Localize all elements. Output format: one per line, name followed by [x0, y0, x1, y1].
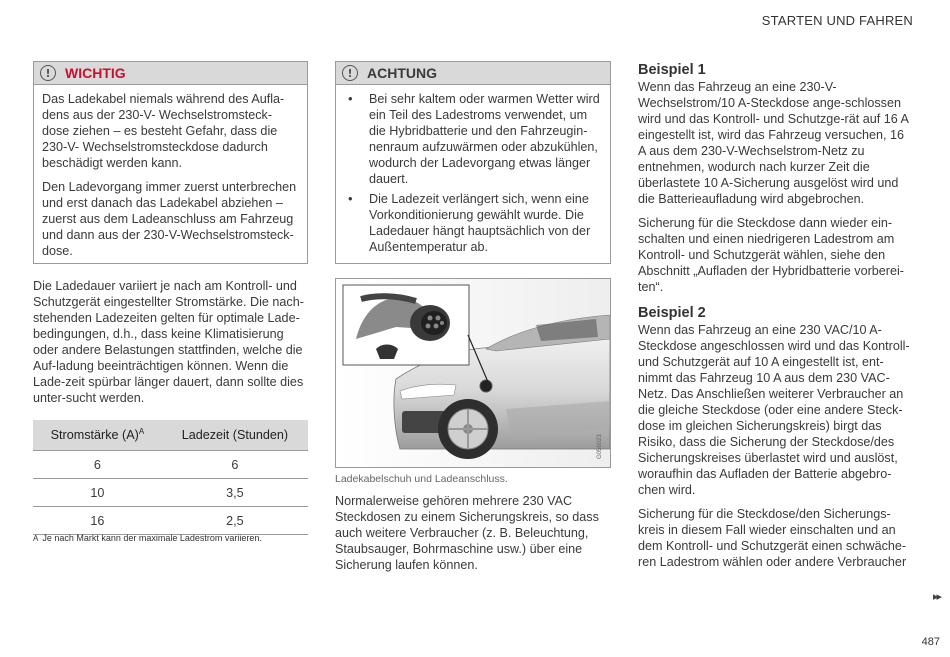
warning-body: [34, 85, 307, 265]
table-cell: 2,5: [162, 507, 308, 535]
caution-title: ACHTUNG: [367, 65, 437, 81]
example2-heading: Beispiel 2: [638, 305, 706, 321]
section-header: STARTEN UND FAHREN: [761, 13, 913, 28]
table-row: [33, 479, 308, 507]
example1-paragraph: Wenn das Fahrzeug an eine 230-V-Wechselstrom/10 A-Steckdose ange-schlossen wird und das Kontroll- und Schutzge-rät auf 16 A eingestellt ist, wird das Fahrzeug versuchen, 16 A aus dem 230-V-Wechselstrom-Netz zu entnehmen, wodurch nach kurzer Zeit die überlastete 10 A-Sicherung ausgelöst wird und die Batterieaufladung wird abgebrochen.: [638, 80, 909, 206]
charging-connector-figure: [335, 278, 611, 468]
example1-heading: Beispiel 1: [638, 62, 706, 78]
example2-paragraph: Wenn das Fahrzeug an eine 230 VAC/10 A-Steckdose angeschlossen wird und das Kontroll- und Schutzgerät auf 10 A eingestellt ist, ent-nimmt das Fahrzeug 10 A aus dem 230 VAC-Netz. Das Anschließen weiterer Verbraucher an die gleiche Steckdose (oder eine andere Steck-dose im gleichen Sicherungskreis) birgt das Risiko, dass die Sicherung der Steckdose/des Sicherungskreises überlastet wird und auslöst, woraufhin das Aufladen der Batterie abgebro-chen wird.: [638, 323, 910, 497]
intro-paragraph: Die Ladedauer variiert je nach am Kontroll- und Schutzgerät eingestellter Stromstärke. Die nach-stehenden Ladezeiten gelten für optimale Lade-bedingungen, d.h., dass keine Klimatisierung oder andere Belastungen stattfinden, welche die Auf-ladung beeinträchtigen können. Wenn die Lade-zeit spürbar länger dauert, dann sollte dies unter-sucht werden.: [33, 279, 304, 405]
table-cell: 3,5: [162, 479, 308, 507]
warning-callout-header: [34, 62, 307, 85]
table-cell: 16: [33, 507, 162, 535]
table-header-row: [33, 420, 308, 451]
table-header-current: [33, 420, 162, 451]
connector-inset: [343, 285, 469, 365]
charging-time-table: [33, 420, 308, 535]
continue-arrows-icon: ▸▸: [932, 591, 940, 603]
table-row: [33, 451, 308, 479]
table-header-duration: Ladezeit (Stunden): [162, 420, 308, 451]
table-row: [33, 507, 308, 535]
caution-body: [336, 85, 610, 265]
caution-bullet: • Bei sehr kaltem oder warmen Wetter wird ein Teil des Ladestroms verwendet, um die Hybridbatterie und den Fahrzeugin-nenraum aufzuwärmen oder abzukühlen, wodurch der Ladevorgang etwas länger dauert.: [344, 91, 602, 187]
footnote-text: Je nach Markt kann der maximale Ladestrom variieren.: [42, 533, 262, 543]
table-footnote: [33, 533, 262, 543]
example2-section: [638, 304, 914, 570]
example2-paragraph: Sicherung für die Steckdose/den Sicherungs-kreis in diesem Fall wieder einschalten und an dem Kontroll- und Schutzgerät einen schwäche-ren Ladestrom wählen oder andere Verbraucher: [638, 507, 907, 569]
exclamation-circle-icon: !: [40, 65, 56, 81]
caution-callout: [335, 61, 611, 264]
warning-title: WICHTIG: [65, 65, 126, 81]
page-number: 487: [921, 636, 940, 648]
table-cell: 10: [33, 479, 162, 507]
warning-paragraph: Den Ladevorgang immer zuerst unterbrechen und erst danach das Ladekabel abziehen – zuerst aus dem Ladeanschluss am Fahrzeug und dann aus der 230-V-Wechselstromsteck-dose.: [42, 180, 297, 258]
car-charging-illustration: [336, 279, 610, 467]
caution-bullet: • Die Ladezeit verlängert sich, wenn eine Vorkonditionierung gewählt wurde. Die Ladedauer hängt hauptsächlich von der Außentemperatur ab.: [344, 191, 602, 255]
caution-callout-header: [336, 62, 610, 85]
footnote-mark: A: [33, 534, 39, 543]
table-cell: 6: [162, 451, 308, 479]
caution-list: [344, 91, 602, 255]
example1-paragraph: Sicherung für die Steckdose dann wieder ein-schalten und einen niedrigeren Ladestrom am Kontroll- und Schutzgerät wählen, siehe den Abschnitt „Aufladen der Hybridbatterie vorberei-ten“.: [638, 216, 904, 294]
figure-caption: Ladekabelschuh und Ladeanschluss.: [335, 473, 508, 485]
figure-id-code: G056023: [597, 434, 603, 459]
example1-section: [638, 61, 914, 295]
exclamation-circle-icon: !: [342, 65, 358, 81]
header-label: Stromstärke (A): [50, 428, 139, 443]
fuse-circuit-paragraph: Normalerweise gehören mehrere 230 VAC Steckdosen zu einem Sicherungskreis, so dass auch weitere Verbraucher (z. B. Beleuchtung, Staubsauger, Bohrmaschine usw.) über eine Sicherung laufen können.: [335, 494, 599, 572]
table-cell: 6: [33, 451, 162, 479]
warning-paragraph: Das Ladekabel niemals während des Aufla-dens aus der 230-V- Wechselstromsteck-dose ziehen – es besteht Gefahr, dass die 230-V- Wechselstromsteckdose dadurch beschädigt werden kann.: [42, 92, 285, 170]
warning-callout: [33, 61, 308, 264]
header-footnote-mark: A: [138, 427, 145, 437]
